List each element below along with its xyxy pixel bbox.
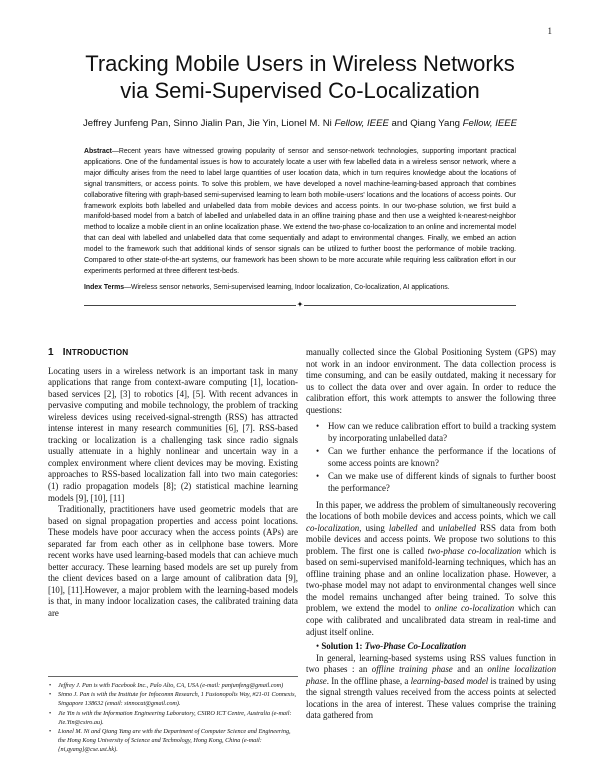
term-learning-based-model: learning-based model xyxy=(410,675,489,686)
right-column xyxy=(306,347,556,722)
term-two-phase: two-phase co-localization xyxy=(427,545,522,556)
title-line-1: Tracking Mobile Users in Wireless Networks xyxy=(85,51,515,76)
abstract-text: Recent years have witnessed growing popularity of sensor and sensor-network technologies, supporting important practical applications. One of the fundamental issues is how to accurately locate a user with few labelled data in a wireless sensor network, where a major difficulty arises from the need to label large quantities of user location data, which in turn requires knowledge about the locations of signal transmitters, or access points. To solve this problem, we have developed a novel machine-learning-based approach that combines collaborative filtering with graph-based semi-supervised learning to learn both mobile-users' locations and the locations of access points. Our framework exploits both labelled and unlabelled data from mobile devices and access points. In our two-phase solution, we first build a manifold-based model from a batch of labelled and unlabelled data in an offline training phase and then use a weighted k-nearest-neighbor method to localize a mobile client in an online localization phase. We extend the two-phase co-localization to an online and incremental model that can deal with labelled and unlabelled data that come sequentially and adapt to environmental changes. Finally, we embed an action model to the framework such that additional kinds of sensor signals can be utilized to further boost the performance of mobile tracking. Compared to other state-of-the-art systems, our framework has been shown to be more accurate while requiring less calibration effort in our experiments performed at three different test-beds. xyxy=(84,148,516,275)
intro-paragraph-3: manually collected since the Global Positioning System (GPS) may not work in an indoor environment. The data collection process is time consuming, and can be easily outdated, making it necessary for us to collect the data over and over again. In order to reduce the calibration effort, this work attempts to answer the following three questions: xyxy=(306,347,556,415)
author-names: Jeffrey Junfeng Pan, Sinno Jialin Pan, Jie Yin, Lionel M. Ni xyxy=(82,118,335,129)
author-fellow-2: Fellow, IEEE xyxy=(462,118,518,129)
index-terms-label: Index Terms xyxy=(84,284,125,291)
author-fellow-1: Fellow, IEEE xyxy=(334,118,389,129)
section-title-first: I xyxy=(62,347,66,358)
text-run: is trained by using the signal strength values received from the access points at selected locations in the area of interest. These values comprise the training data gathered from xyxy=(306,675,556,721)
text-run: In this paper, we address the problem of simultaneously recovering the locations of both mobile devices and access points, which we call xyxy=(306,499,556,522)
abstract-label: Abstract xyxy=(84,148,112,155)
section-divider xyxy=(84,301,516,309)
term-co-localization: co-localization xyxy=(306,522,360,533)
intro-paragraph-4 xyxy=(306,500,556,639)
footnotes xyxy=(48,676,298,755)
question-list xyxy=(306,421,556,494)
term-online-co-localization: online co-localization xyxy=(434,603,515,614)
section-number: 1 xyxy=(48,347,54,358)
solution-label: Solution 1: xyxy=(321,641,365,652)
section-heading-introduction xyxy=(48,347,298,359)
footnote-item: • Jie Yin is with the Information Engineering Laboratory, CSIRO ICT Centre, Australia (e-mail: Jie.Yin@csiro.au). xyxy=(48,710,298,728)
footnote-item: • Lionel M. Ni and Qiang Yang are with the Department of Computer Science and Engineering, the Hong Kong University of Science and Technology, Hong Kong, China (e-mail: {ni,qyang}@cse.ust.hk). xyxy=(48,728,298,755)
text-run: RSS data from both mobile devices and access points. We propose two solutions to this problem. The first one is called xyxy=(306,522,556,556)
text-run: which can cope with calibrated and uncalibrated data stream in real-time and adjust itself online. xyxy=(306,603,556,637)
left-column xyxy=(48,347,298,620)
footnote-item: • Sinno J. Pan is with the Institute for Infocomm Research, 1 Fusionopolis Way, #21-01 Connexis, Singapore 138632 (email: sinnocat@gmail.com). xyxy=(48,691,298,709)
text-run: and xyxy=(417,522,439,533)
divider-diamond-icon: ✦ xyxy=(296,300,304,309)
question-item: • How can we reduce calibration effort to build a tracking system by incorporating unlabelled data? xyxy=(306,421,556,444)
term-online-localization: online localization phase xyxy=(306,664,557,686)
question-item: • Can we make use of different kinds of signals to further boost the performance? xyxy=(306,471,556,494)
abstract xyxy=(84,147,516,278)
term-offline-training: offline training phase xyxy=(371,664,453,675)
text-run: , using xyxy=(359,522,389,533)
author-and: and Qiang Yang xyxy=(388,118,463,129)
solution-title: Two-Phase Co-Localization xyxy=(364,641,467,652)
footnote-item: • Jeffrey J. Pan is with Facebook Inc., Palo Alto, CA, USA (e-mail: panjunfeng@gmail.com) xyxy=(48,682,298,691)
page-number: 1 xyxy=(547,26,552,36)
intro-paragraph-5 xyxy=(306,653,556,722)
text-run: . In the offline phase, a xyxy=(326,675,411,686)
intro-paragraph-2: Traditionally, practitioners have used geometric models that are based on signal propagation properties and access point locations. These models have poor accuracy when the access points (APs) are separated far from each other as in cellphone base towers. More recent works have used learning-based models that can achieve much better accuracy. These learning based models are set up purely from the client devices based on a large amount of calibration data [9], [10], [11].However, a major problem with the learning-based models is that, in many indoor localization cases, the calibrated training data are xyxy=(48,504,298,619)
term-labelled: labelled xyxy=(388,522,418,533)
index-terms xyxy=(84,283,516,293)
question-item: • Can we further enhance the performance if the locations of some access points are known? xyxy=(306,446,556,469)
text-run: which is based on semi-supervised manifold-learning techniques, which has an offline training phase and an online localization phase. However, a two-phase model may not adapt to environmental changes well since the model remains unchanged after being trained. To solve this problem, we extend the model to xyxy=(306,545,557,614)
author-list xyxy=(30,118,570,129)
abstract-dash: — xyxy=(111,148,119,155)
text-run: In general, learning-based systems using RSS values function in two phases : an xyxy=(306,652,556,675)
index-terms-text: —Wireless sensor networks, Semi-supervised learning, Indoor localization, Co-localization, AI applications. xyxy=(124,284,450,291)
intro-paragraph-1: Locating users in a wireless network is an important task in many applications that range from context-aware computing [1], location-based services [2], [3] to robotics [4], [5]. With recent advances in pervasive computing and mobile technology, the problem of tracking wireless devices using received-signal-strength (RSS) has attracted intense interest in many research communities [6], [7]. RSS-based tracking or localization is a challenging task since radio signals usually attenuate in a highly nonlinear and uncertain way in a complex environment where client devices may be moving. Existing approaches to RSS-based localization fall into two main categories: (1) radio propagation models [8]; (2) statistical machine learning models [9], [10], [11] xyxy=(48,365,298,503)
title-line-2: via Semi-Supervised Co-Localization xyxy=(120,78,480,103)
solution-1-heading: • Solution 1: Two-Phase Co-Localization xyxy=(316,641,467,652)
section-title-rest: NTRODUCTION xyxy=(65,348,129,357)
text-run: and an xyxy=(452,664,488,675)
term-unlabelled: unlabelled xyxy=(438,522,476,533)
paper-title xyxy=(40,50,560,104)
